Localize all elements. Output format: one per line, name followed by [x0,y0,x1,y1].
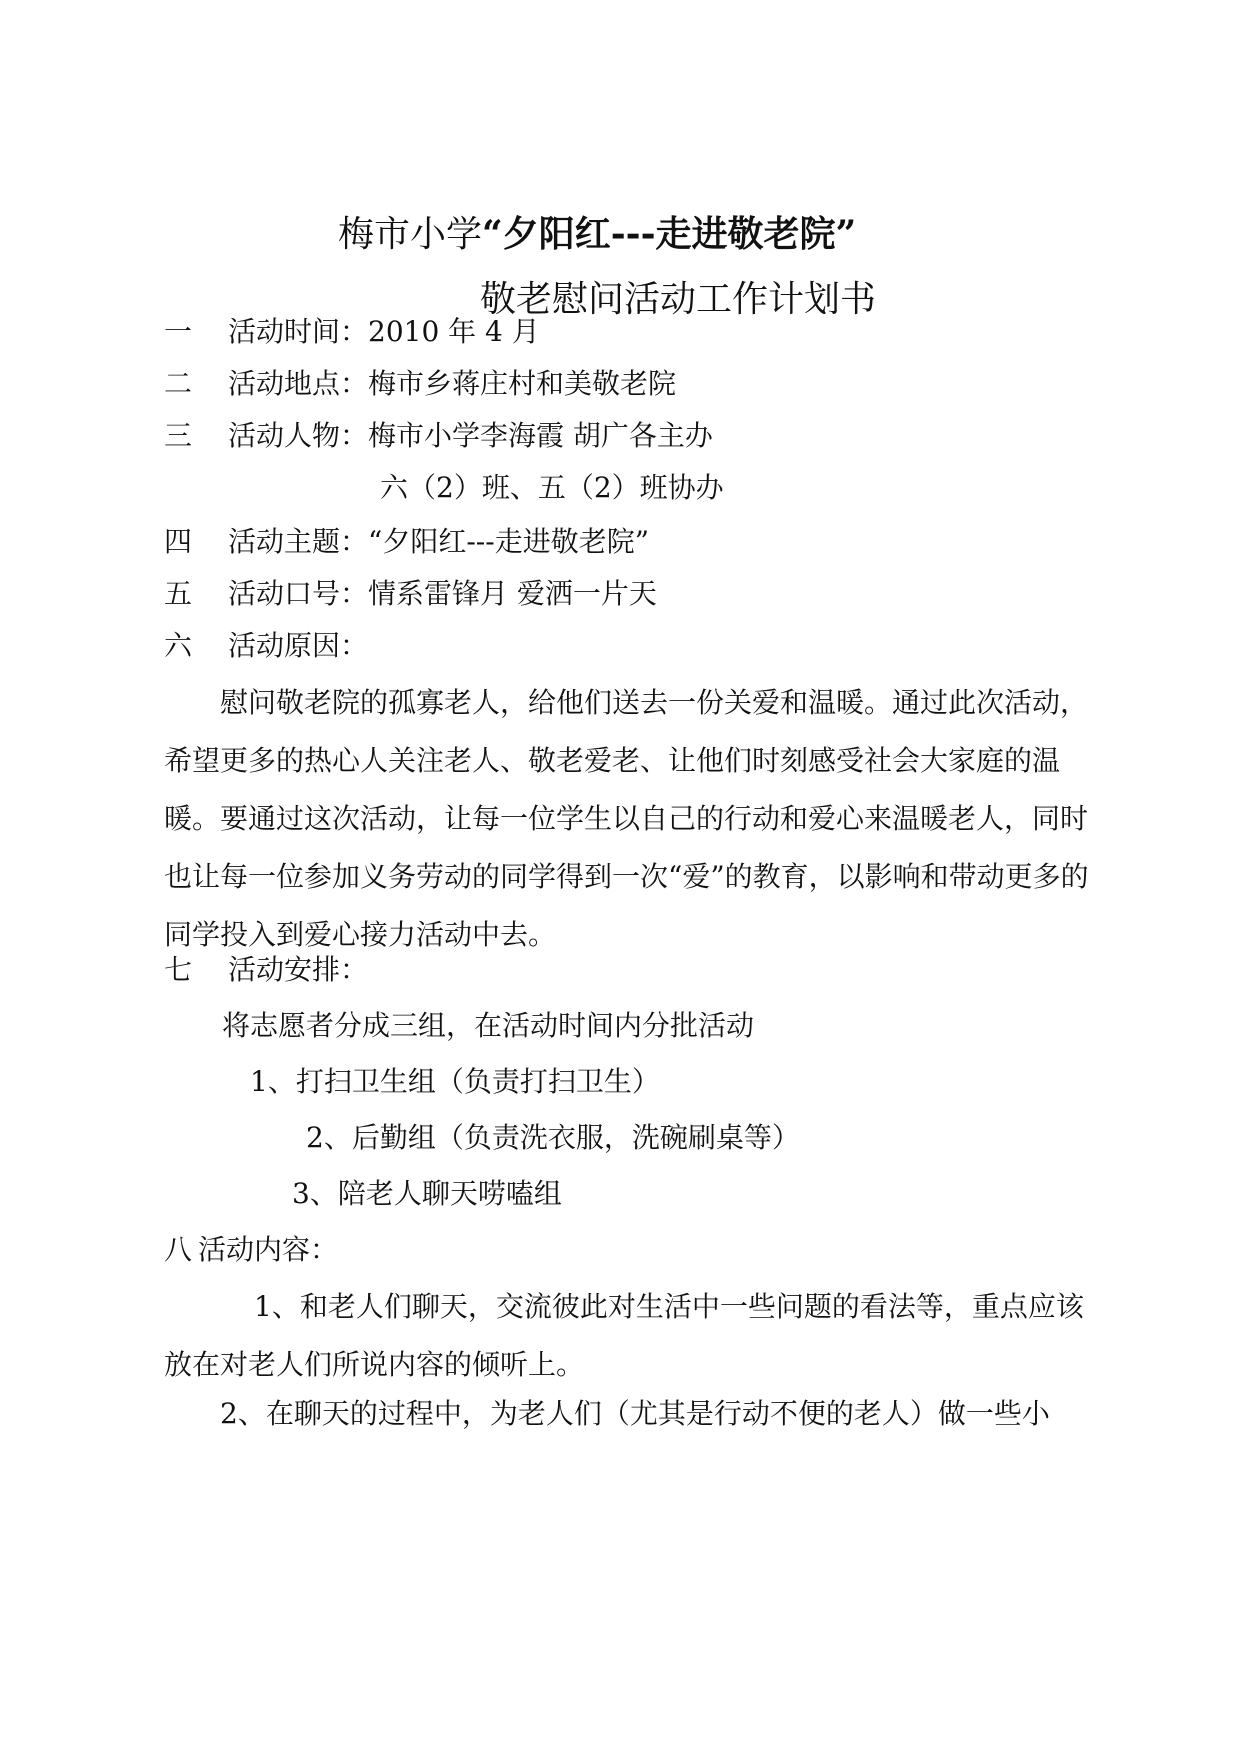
section-people-cohost: 六（2）班、五（2）班协办 [380,471,724,504]
arrangement-group-2: 2、后勤组（负责洗衣服，洗碗刷桌等） [306,1121,800,1154]
section-number: 四 [164,525,193,558]
section-number: 一 [164,315,193,348]
section-place [164,364,676,404]
section-number: 六 [164,629,193,662]
arrangement-group-3: 3、陪老人聊天唠嗑组 [292,1177,562,1210]
section-arrangement [164,950,368,990]
document-subtitle: 敬老慰问活动工作计划书 [480,279,877,320]
section-number: 七 [164,953,193,986]
section-time [164,312,540,352]
section-text: 活动内容： [198,1233,339,1266]
section-text: 活动地点：梅市乡蒋庄村和美敬老院 [228,367,677,400]
section-text: 活动主题：“夕阳红---走进敬老院” [228,525,650,558]
title-bold: “夕阳红---走进敬老院” [482,213,857,255]
reason-paragraph: 慰问敬老院的孤寡老人，给他们送去一份关爱和温暖。通过此次活动，希望更多的热心人关注老人、敬老爱老、让他们时刻感受社会大家庭的温暖。要通过这次活动，让每一位学生以自己的行动和爱心来温暖老人，同时也让每一位参加义务劳动的同学得到一次“爱”的教育，以影响和带动更多的同学投入到爱心接力活动中去。 [164,686,1089,951]
arrangement-group-1: 1、打扫卫生组（负责打扫卫生） [250,1065,660,1098]
section-people [164,416,713,456]
section-slogan [164,574,657,614]
section-text: 活动时间：2010 年 4 月 [228,315,540,348]
document-title [338,210,856,259]
section-text: 活动原因： [228,629,369,662]
section-content [164,1230,338,1270]
section-number: 八 [164,1233,193,1266]
section-text: 活动口号：情系雷锋月 爱洒一片天 [228,577,657,610]
section-number: 二 [164,367,193,400]
arrangement-intro: 将志愿者分成三组，在活动时间内分批活动 [222,1009,755,1042]
section-text: 活动安排： [228,953,369,986]
content-item-2: 2、在聊天的过程中，为老人们（尤其是行动不便的老人）做一些小 [220,1397,1050,1430]
section-number: 三 [164,419,193,452]
title-prefix: 梅市小学 [338,214,483,255]
section-reason [164,626,368,666]
section-theme [164,522,649,562]
section-number: 五 [164,577,193,610]
section-text: 活动人物：梅市小学李海霞 胡广各主办 [228,419,713,452]
content-item-1: 1、和老人们聊天，交流彼此对生活中一些问题的看法等，重点应该放在对老人们所说内容的倾听上。 [164,1290,1084,1381]
